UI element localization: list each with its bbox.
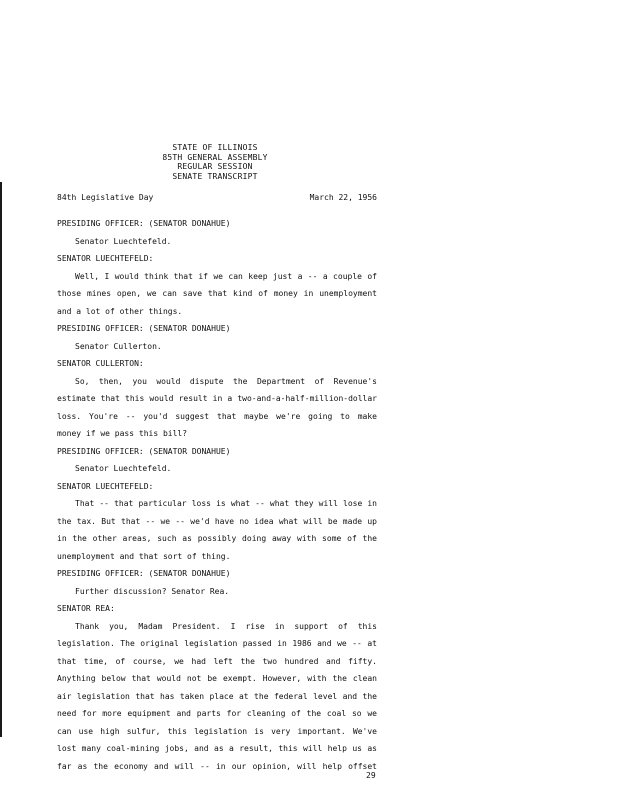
transcript-line: PRESIDING OFFICER: (SENATOR DONAHUE) <box>57 219 231 228</box>
transcript-line: in the other areas, such as possibly doing away with some of the <box>57 534 377 543</box>
header-transcript: SENATE TRANSCRIPT <box>172 171 258 181</box>
transcript-line: Well, I would think that if we can keep just a -- a couple of <box>75 271 377 281</box>
transcript-line: SENATOR LUECHTEFELD: <box>57 254 154 263</box>
margin-bar <box>0 182 2 737</box>
transcript-line: PRESIDING OFFICER: (SENATOR DONAHUE) <box>57 446 231 456</box>
page-number: 29 <box>366 771 376 780</box>
transcript-line: money if we pass this bill? <box>57 429 188 438</box>
transcript-line: unemployment and that sort of thing. <box>57 551 231 561</box>
transcript-line: Senator Luechtefeld. <box>75 464 172 473</box>
transcript-line: those mines open, we can save that kind of money in unemployment <box>57 289 377 298</box>
transcript-line: air legislation that has taken place at the federal level and the <box>57 691 377 701</box>
transcript-line: legislation. The original legislation passed in 1986 and we -- at <box>57 639 377 648</box>
transcript-line: So, then, you would dispute the Department of Revenue's <box>75 376 377 386</box>
transcript-line: need for more equipment and parts for cleaning of the coal so we <box>57 709 377 718</box>
header-assembly: 85TH GENERAL ASSEMBLY <box>162 152 268 162</box>
transcript-line: far as the economy and will -- in our opinion, will help offset <box>57 761 377 771</box>
legislative-day: 84th Legislative Day <box>57 193 154 202</box>
transcript-line: and a lot of other things. <box>57 306 183 316</box>
transcript-line: SENATOR LUECHTEFELD: <box>57 481 154 491</box>
transcript-body <box>57 215 377 775</box>
transcript-line: Senator Cullerton. <box>75 341 162 351</box>
header-state: STATE OF ILLINOIS <box>172 143 258 152</box>
transcript-line: Senator Luechtefeld. <box>75 236 172 246</box>
transcript-line: PRESIDING OFFICER: (SENATOR DONAHUE) <box>57 324 231 333</box>
transcript-line: Anything below that would not be exempt. However, with the clean <box>57 674 377 683</box>
transcript-line: That -- that particular loss is what -- what they will lose in <box>75 499 377 508</box>
transcript-line: the tax. But that -- we -- we'd have no idea what will be made up <box>57 516 377 526</box>
transcript-line: loss. You're -- you'd suggest that maybe we're going to make <box>57 411 377 421</box>
header-session: REGULAR SESSION <box>177 162 253 171</box>
transcript-line: lost many coal-mining jobs, and as a result, this will help us as <box>57 744 377 753</box>
legislative-day-line <box>57 193 377 202</box>
transcript-line: can use high sulfur, this legislation is very important. We've <box>57 726 377 736</box>
transcript-line: that time, of course, we had left the two hundred and fifty. <box>57 656 377 666</box>
transcript-line: PRESIDING OFFICER: (SENATOR DONAHUE) <box>57 569 231 578</box>
session-date: March 22, 1956 <box>309 193 377 202</box>
transcript-line: estimate that this would result in a two-and-a-half-million-dollar <box>57 394 377 403</box>
transcript-line: Thank you, Madam President. I rise in support of this <box>75 621 377 631</box>
transcript-header <box>0 143 430 181</box>
transcript-line: Further discussion? Senator Rea. <box>75 586 230 596</box>
transcript-line: SENATOR REA: <box>57 604 115 613</box>
transcript-line: SENATOR CULLERTON: <box>57 359 144 368</box>
